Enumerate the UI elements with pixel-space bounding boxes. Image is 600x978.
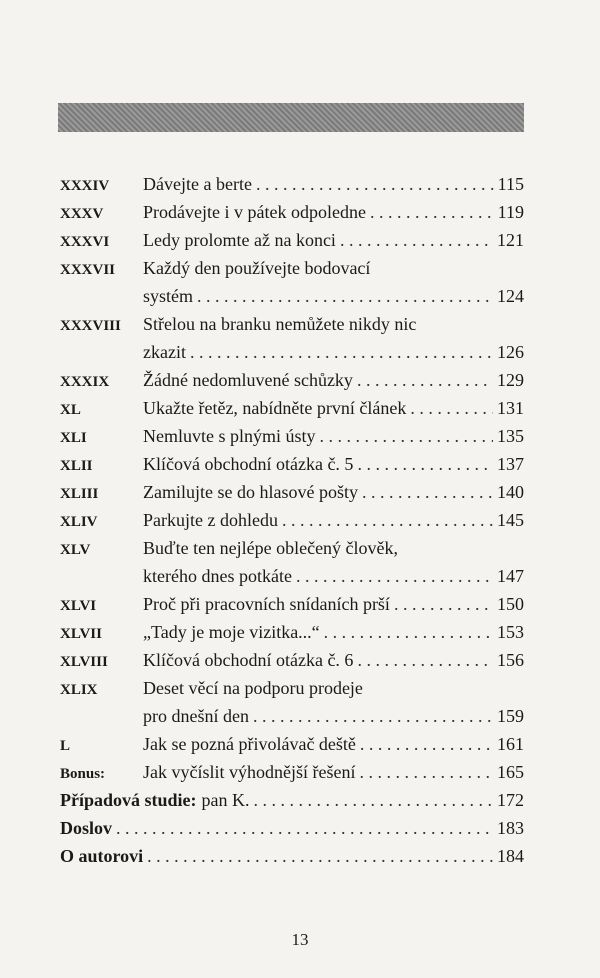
toc-line bbox=[60, 282, 524, 310]
toc-line bbox=[60, 786, 524, 814]
toc-entry bbox=[60, 170, 524, 198]
toc-entry bbox=[60, 366, 524, 394]
chapter-page: 124 bbox=[497, 286, 524, 306]
chapter-page: 156 bbox=[497, 650, 524, 670]
chapter-number: XL bbox=[60, 402, 81, 418]
toc-entry bbox=[60, 730, 524, 758]
section-page: 183 bbox=[497, 818, 524, 838]
toc-entry bbox=[60, 590, 524, 618]
chapter-page: 121 bbox=[497, 230, 524, 250]
chapter-title: Klíčová obchodní otázka č. 6 bbox=[143, 650, 354, 670]
chapter-number: XXXIX bbox=[60, 374, 110, 390]
chapter-title: Nemluvte s plnými ústy bbox=[143, 426, 316, 446]
chapter-title: Klíčová obchodní otázka č. 5 bbox=[143, 454, 354, 474]
section-title: Případová studie: bbox=[60, 790, 197, 810]
chapter-title: Ukažte řetěz, nabídněte první článek bbox=[143, 398, 407, 418]
chapter-title: Proč při pracovních snídaních prší bbox=[143, 594, 390, 614]
chapter-number: XLI bbox=[60, 430, 87, 446]
chapter-number: XLVIII bbox=[60, 654, 108, 670]
dot-leader bbox=[116, 814, 493, 842]
chapter-title: „Tady je moje vizitka...“ bbox=[143, 622, 320, 642]
toc-entry bbox=[60, 310, 524, 366]
chapter-page: 159 bbox=[497, 706, 524, 726]
dot-leader bbox=[147, 842, 493, 870]
dot-leader bbox=[190, 338, 493, 366]
chapter-title: Prodávejte i v pátek odpoledne bbox=[143, 202, 366, 222]
dot-leader bbox=[357, 646, 493, 674]
dot-leader bbox=[197, 282, 493, 310]
chapter-page: 161 bbox=[497, 734, 524, 754]
chapter-page: 150 bbox=[497, 594, 524, 614]
toc-line bbox=[60, 702, 524, 730]
dot-leader bbox=[362, 478, 493, 506]
chapter-number: XLIII bbox=[60, 486, 99, 502]
chapter-title: Parkujte z dohledu bbox=[143, 510, 278, 530]
chapter-number: XLV bbox=[60, 542, 91, 558]
dot-leader bbox=[370, 198, 494, 226]
toc-line bbox=[60, 198, 524, 226]
toc-entry bbox=[60, 534, 524, 590]
chapter-title: systém bbox=[143, 286, 194, 306]
dot-leader bbox=[410, 394, 493, 422]
toc-line bbox=[60, 450, 524, 478]
chapter-title: Jak vyčíslit výhodnější řešení bbox=[143, 762, 356, 782]
dot-leader bbox=[360, 730, 493, 758]
toc-line bbox=[60, 366, 524, 394]
chapter-page: 135 bbox=[497, 426, 524, 446]
toc-line bbox=[60, 758, 524, 786]
chapter-title: pro dnešní den bbox=[143, 706, 249, 726]
toc-entry bbox=[60, 758, 524, 786]
page-number: 13 bbox=[291, 930, 309, 949]
chapter-page: 137 bbox=[497, 454, 524, 474]
chapter-title: Buďte ten nejlépe oblečený člověk, bbox=[143, 538, 399, 558]
toc-line bbox=[60, 226, 524, 254]
toc-entry bbox=[60, 618, 524, 646]
chapter-page: 165 bbox=[497, 762, 524, 782]
section-subtitle: pan K. bbox=[201, 790, 250, 810]
chapter-number: XXXIV bbox=[60, 178, 110, 194]
toc-line bbox=[60, 422, 524, 450]
toc-line bbox=[60, 534, 524, 562]
dot-leader bbox=[253, 702, 493, 730]
chapter-page: 126 bbox=[497, 342, 524, 362]
toc-line bbox=[60, 338, 524, 366]
toc-entry bbox=[60, 786, 524, 814]
chapter-title: Každý den používejte bodovací bbox=[143, 258, 371, 278]
chapter-page: 147 bbox=[497, 566, 524, 586]
dot-leader bbox=[340, 226, 493, 254]
chapter-title: Dávejte a berte bbox=[143, 174, 252, 194]
toc-line bbox=[60, 394, 524, 422]
chapter-page: 131 bbox=[497, 398, 524, 418]
dot-leader bbox=[256, 170, 494, 198]
toc-entry bbox=[60, 674, 524, 730]
chapter-number: XLII bbox=[60, 458, 93, 474]
chapter-title: kterého dnes potkáte bbox=[143, 566, 292, 586]
chapter-number: XXXVI bbox=[60, 234, 110, 250]
toc-entry bbox=[60, 814, 524, 842]
toc-entry bbox=[60, 422, 524, 450]
chapter-number: L bbox=[60, 738, 71, 754]
dot-leader bbox=[296, 562, 493, 590]
chapter-page: 115 bbox=[497, 174, 524, 194]
chapter-page: 153 bbox=[497, 622, 524, 642]
chapter-title: Ledy prolomte až na konci bbox=[143, 230, 336, 250]
table-of-contents bbox=[60, 170, 524, 870]
toc-line bbox=[60, 506, 524, 534]
section-page: 184 bbox=[497, 846, 524, 866]
chapter-number: XLIV bbox=[60, 514, 98, 530]
chapter-title: Zamilujte se do hlasové pošty bbox=[143, 482, 358, 502]
toc-line bbox=[60, 170, 524, 198]
toc-entry bbox=[60, 226, 524, 254]
toc-line bbox=[60, 618, 524, 646]
toc-entry bbox=[60, 450, 524, 478]
toc-entry bbox=[60, 646, 524, 674]
chapter-page: 119 bbox=[497, 202, 524, 222]
chapter-page: 129 bbox=[497, 370, 524, 390]
toc-line bbox=[60, 674, 524, 702]
section-title: Doslov bbox=[60, 818, 113, 838]
chapter-number: XLIX bbox=[60, 682, 98, 698]
toc-line bbox=[60, 814, 524, 842]
toc-line bbox=[60, 562, 524, 590]
chapter-number: XLVI bbox=[60, 598, 97, 614]
chapter-page: 145 bbox=[497, 510, 524, 530]
toc-line bbox=[60, 478, 524, 506]
chapter-number: XXXVIII bbox=[60, 318, 121, 334]
toc-line bbox=[60, 310, 524, 338]
toc-line bbox=[60, 590, 524, 618]
section-title: O autorovi bbox=[60, 846, 144, 866]
chapter-number: Bonus: bbox=[60, 766, 106, 782]
chapter-title: Žádné nedomluvené schůzky bbox=[143, 370, 353, 390]
dot-leader bbox=[394, 590, 493, 618]
toc-entry bbox=[60, 394, 524, 422]
header-band bbox=[58, 103, 524, 132]
dot-leader bbox=[320, 422, 494, 450]
chapter-title: Deset věcí na podporu prodeje bbox=[143, 678, 363, 698]
chapter-title: zkazit bbox=[143, 342, 186, 362]
dot-leader bbox=[357, 450, 493, 478]
dot-leader bbox=[254, 786, 493, 814]
toc-entry bbox=[60, 198, 524, 226]
toc-line bbox=[60, 730, 524, 758]
chapter-number: XXXVII bbox=[60, 262, 116, 278]
dot-leader bbox=[282, 506, 493, 534]
toc-line bbox=[60, 254, 524, 282]
toc-line bbox=[60, 646, 524, 674]
chapter-number: XLVII bbox=[60, 626, 102, 642]
section-page: 172 bbox=[497, 790, 524, 810]
toc-line bbox=[60, 842, 524, 870]
toc-entry bbox=[60, 478, 524, 506]
dot-leader bbox=[359, 758, 493, 786]
dot-leader bbox=[357, 366, 493, 394]
toc-entry bbox=[60, 254, 524, 310]
toc-entry bbox=[60, 842, 524, 870]
chapter-page: 140 bbox=[497, 482, 524, 502]
chapter-title: Střelou na branku nemůžete nikdy nic bbox=[143, 314, 417, 334]
chapter-number: XXXV bbox=[60, 206, 104, 222]
chapter-title: Jak se pozná přivolávač deště bbox=[143, 734, 356, 754]
toc-entry bbox=[60, 506, 524, 534]
dot-leader bbox=[324, 618, 493, 646]
